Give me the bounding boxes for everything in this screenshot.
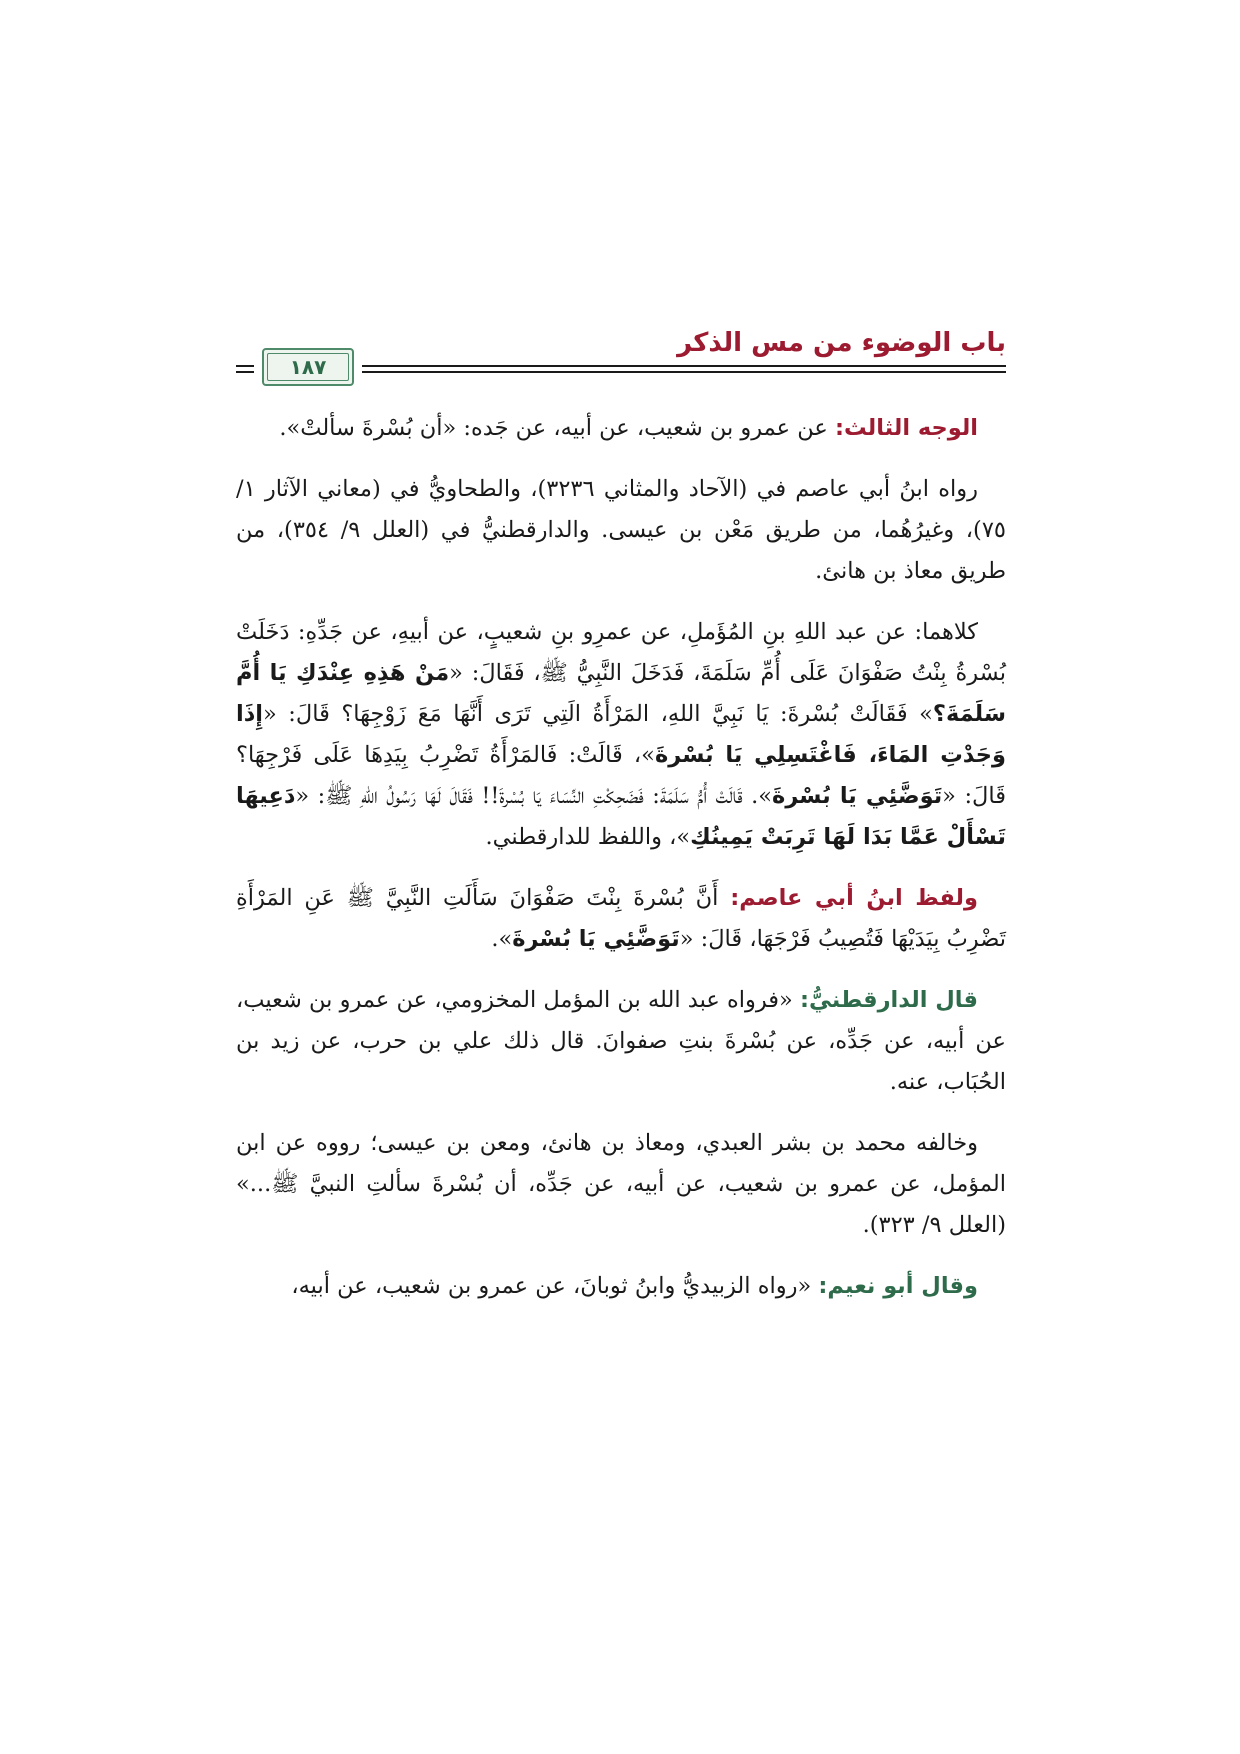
paragraph-text: «رواه الزبيديُّ وابنُ ثوبانَ، عن عمرو بن شعيب، عن أبيه، — [291, 1273, 819, 1299]
paragraph-text: «فرواه عبد الله بن المؤمل المخزومي، عن عمرو بن شعيب، عن أبيه، عن جَدِّه، عن بُسْرةَ بنتِ صفوانَ. قال ذلك علي بن حرب، عن زيد بن الحُبَاب، عنه. — [236, 987, 1006, 1095]
hadith-quote: إِذَا وَجَدْتِ المَاءَ، فَاغْتَسِلِي يَا بُسْرةَ — [236, 701, 1007, 768]
hadith-quote: دَعِيهَا تَسْأَلْ عَمَّا بَدَا لَهَا تَرِبَتْ يَمِينُكِ — [236, 783, 1006, 850]
paragraph-text: كلاهما: عن عبد اللهِ بنِ المُؤَملِ، عن عمرِو بنِ شعيبٍ، عن أبيهِ، عن جَدِّهِ: دَخَلَتْ بُسْرةُ بِنْتُ صَفْوَانَ عَلَى أُمِّ سَلَمَةَ، فَدَخَلَ النَّبِيُّ ﷺ، فَقَالَ: « — [236, 619, 1006, 686]
hadith-quote: تَوَضَّئِي يَا بُسْرةَ — [512, 926, 680, 952]
paragraph-abu-nuaym — [236, 1266, 1006, 1307]
page-body — [236, 408, 1006, 1327]
hadith-quote: تَوَضَّئِي يَا بُسْرةَ — [772, 783, 943, 809]
paragraph-ibn-abi-asim — [236, 878, 1006, 960]
header-rule — [362, 365, 1006, 367]
paragraph-sources — [236, 469, 1006, 592]
paragraph-text: ». قَالَتْ أُمُّ سَلَمَةَ: فَضَحِكْتِ النِّسَاءَ يَا بُسْرةَ!! فَقَالَ لَهَا رَسُولُ اللهِ ﷺ: « — [295, 783, 773, 809]
paragraph-contradiction — [236, 1123, 1006, 1246]
chapter-title: باب الوضوء من مس الذكر — [677, 328, 1006, 358]
paragraph-text: »، واللفظ للدارقطني. — [485, 824, 691, 850]
paragraph-text: » فَقَالَتْ بُسْرةَ: يَا نَبِيَّ اللهِ، المَرْأَةُ الَتِي تَرَى أَنَّهَا مَعَ زَوْجِهَا؟ قَالَ: « — [262, 701, 933, 727]
paragraph-text: »، قَالَتْ: فَالمَرْأَةُ تَضْرِبُ بِيَدِهَا عَلَى فَرْجِهَا؟ قَالَ: « — [236, 742, 1006, 809]
paragraph-text: أَنَّ بُسْرةَ بِنْتَ صَفْوَانَ سَأَلَتِ النَّبِيَّ ﷺ عَنِ المَرْأَةِ تَضْرِبُ بِيَدَيْهَا فَتُصِيبُ فَرْجَهَا، قَالَ: « — [236, 885, 1006, 952]
page-number-badge — [262, 348, 354, 386]
hadith-quote: مَنْ هَذِهِ عِنْدَكِ يَا أُمَّ سَلَمَةَ؟ — [236, 660, 1006, 727]
section-heading: ولفظ ابنُ أبي عاصم: — [730, 885, 978, 911]
header-rule — [236, 371, 254, 373]
section-heading: الوجه الثالث: — [834, 415, 978, 441]
section-heading: وقال أبو نعيم: — [818, 1273, 978, 1299]
page-header — [236, 320, 1006, 390]
header-rule — [362, 371, 1006, 373]
page-number: ١٨٧ — [289, 355, 327, 379]
paragraph-text: ». — [491, 926, 513, 952]
paragraph-text: وخالفه محمد بن بشر العبدي، ومعاذ بن هانئ، ومعن بن عيسى؛ رووه عن ابن المؤمل، عن عمرو بن شعيب، عن أبيه، عن جَدِّه، أن بُسْرةَ سألتِ النبيَّ ﷺ...» (العلل ٩/ ٣٢٣). — [236, 1130, 1006, 1238]
section-heading: قال الدارقطنيُّ: — [800, 987, 978, 1013]
header-rule — [236, 365, 254, 367]
paragraph-daraqutni — [236, 980, 1006, 1103]
paragraph-hadith-text — [236, 612, 1006, 858]
paragraph-text: عن عمرو بن شعيب، عن أبيه، عن جَده: «أن بُسْرةَ سألتْ». — [279, 415, 835, 441]
paragraph-text: رواه ابنُ أبي عاصم في (الآحاد والمثاني ٣٢٣٦)، والطحاويُّ في (معاني الآثار ١/ ٧٥)، وغيرُهُما، من طريق مَعْن بن عيسى. والدارقطنيُّ في (العلل ٩/ ٣٥٤)، من طريق معاذ بن هانئ. — [236, 476, 1006, 584]
paragraph-third-aspect — [236, 408, 1006, 449]
